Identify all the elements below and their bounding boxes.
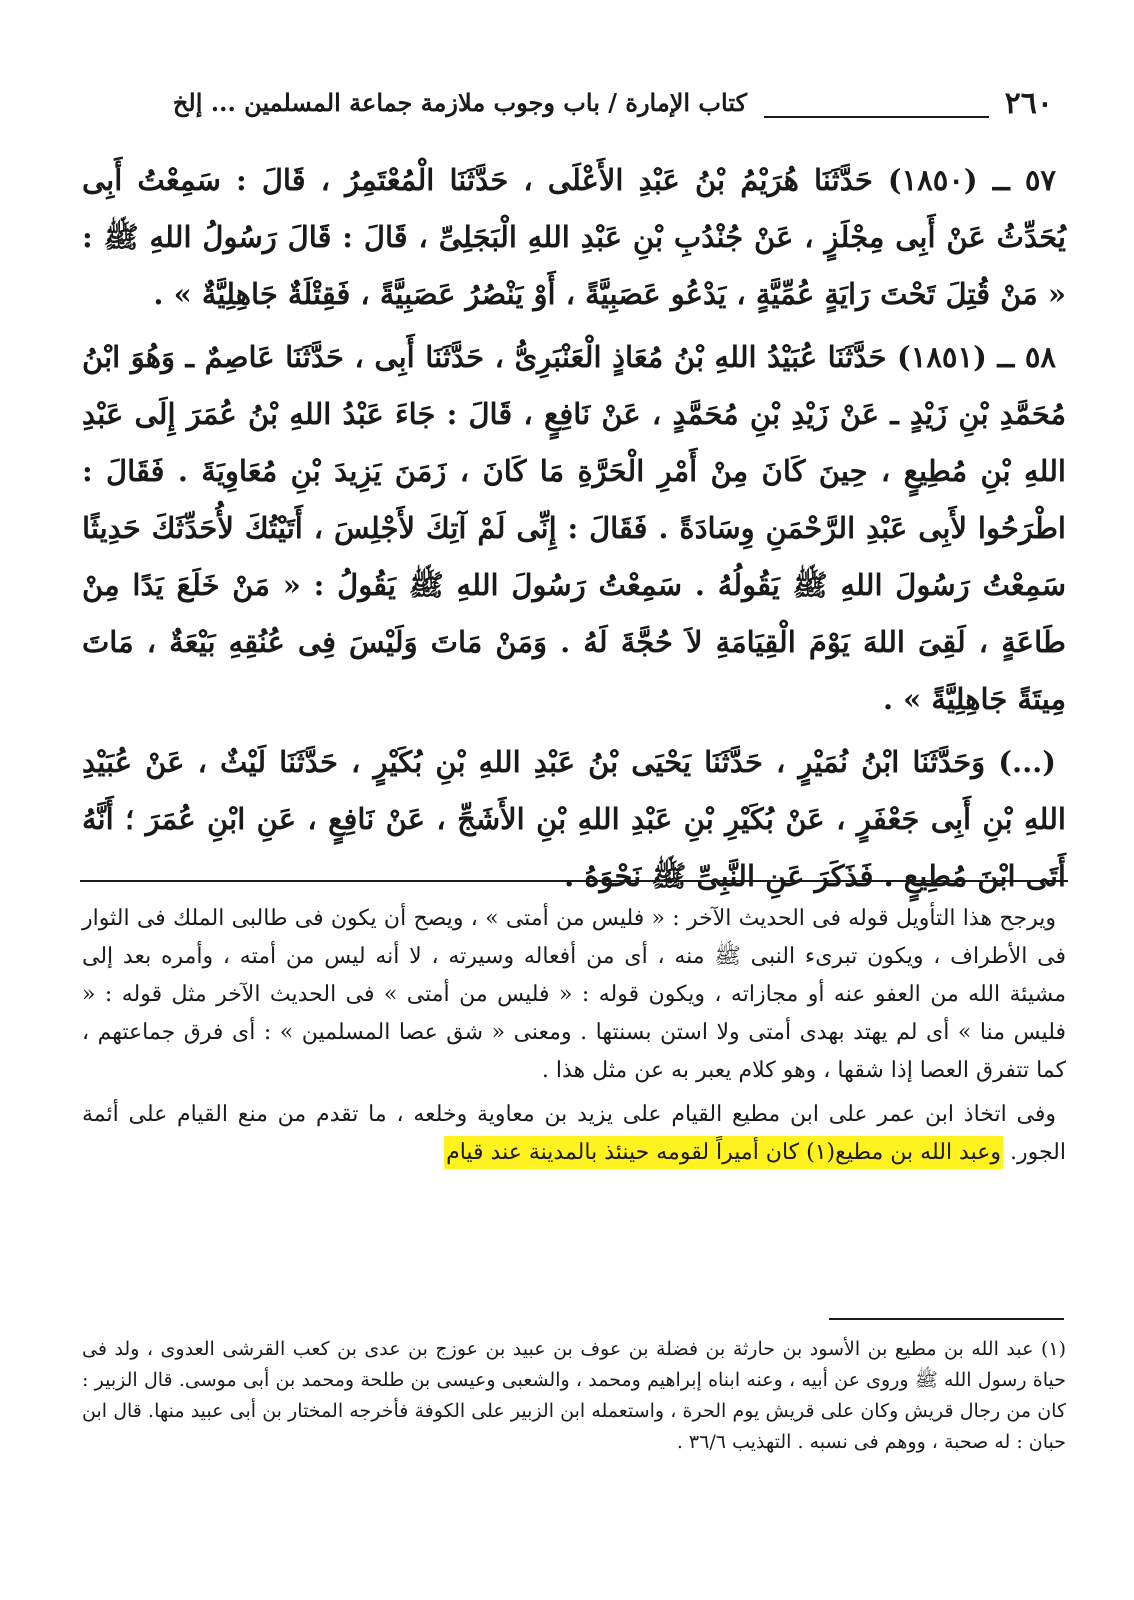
commentary-separator	[80, 880, 1068, 882]
commentary-paragraph-2-text: وفى اتخاذ ابن عمر على ابن مطيع القيام على يزيد بن معاوية وخلعه ، ما تقدم من منع القيام على أئمة الجور.	[82, 1102, 1066, 1165]
footnote-1: (١) عبد الله بن مطيع بن الأسود بن حارثة بن فضلة بن عوف بن عبيد بن عوزج بن عدى بن كعب القرشى العدوى ، ولد فى حياة رسول الله ﷺ وروى عن أبيه ، وعنه ابناه إبراهيم ومحمد ، والشعبى وعيسى بن طلحة ومحمد بن أبى موسى. قال الزبير : كان من رجال قريش وكان على قريش يوم الحرة ، واستعمله ابن الزبير على الكوفة فأخرجه المختار بن أبى عبيد منها. قال ابن حبان : له صحبة ، ووهم فى نسبه . التهذيب ٣٦/٦ .	[82, 1338, 1066, 1453]
footnotes	[82, 1334, 1066, 1458]
hadith-58: ٥٨ ــ (١٨٥١) حَدَّثَنَا عُبَيْدُ اللهِ بْنُ مُعَاذٍ الْعَنْبَرِىُّ ، حَدَّثَنَا أَبِى ، حَدَّثَنَا عَاصِمٌ ـ وَهُوَ ابْنُ مُحَمَّدِ بْنِ زَيْدٍ ـ عَنْ زَيْدِ بْنِ مُحَمَّدٍ ، عَنْ نَافِعٍ ، قَالَ : جَاءَ عَبْدُ اللهِ بْنُ عُمَرَ إِلَى عَبْدِ اللهِ بْنِ مُطِيعٍ ، حِينَ كَانَ مِنْ أَمْرِ الْحَرَّةِ مَا كَانَ ، زَمَنَ يَزِيدَ بْنِ مُعَاوِيَةَ . فَقَالَ : اطْرَحُوا لأَبِى عَبْدِ الرَّحْمَنِ وِسَادَةً . فَقَالَ : إِنِّى لَمْ آتِكَ لأَجْلِسَ ، أَتَيْتُكَ لأُحَدِّثَكَ حَدِيثًا سَمِعْتُ رَسُولَ اللهِ ﷺ يَقُولُهُ . سَمِعْتُ رَسُولَ اللهِ ﷺ يَقُولُ : « مَنْ خَلَعَ يَدًا مِنْ طَاعَةٍ ، لَقِىَ اللهَ يَوْمَ الْقِيَامَةِ لاَ حُجَّةَ لَهُ . وَمَنْ مَاتَ وَلَيْسَ فِى عُنُقِهِ بَيْعَةٌ ، مَاتَ مِيتَةً جَاهِلِيَّةً » .	[82, 340, 1066, 716]
running-title: كتاب الإمارة / باب وجوب ملازمة جماعة المسلمين ... إلخ	[172, 88, 747, 117]
hadith-text	[82, 152, 1066, 911]
page-header	[85, 86, 1065, 126]
header-rule	[764, 116, 989, 118]
commentary-paragraph-1: ويرجح هذا التأويل قوله فى الحديث الآخر : « فليس من أمتى » ، ويصح أن يكون فى طالبى الملك فى الثوار فى الأطراف ، ويكون تبرىء النبى ﷺ منه ، أى من أفعاله وسيرته ، لا أنه ليس من أمته ، وأمره بعد إلى مشيئة الله من العفو عنه أو مجازاته ، ويكون قوله : « فليس من أمتى » فى الحديث الآخر مثل قوله : « فليس منا » أى لم يهتد بهدى أمتى ولا استن بسنتها . ومعنى « شق عصا المسلمين » : أى فرق جماعتهم ، كما تتفرق العصا إذا شقها ، وهو كلام يعبر به عن مثل هذا .	[82, 906, 1066, 1083]
page-number: ٢٦٠	[1004, 86, 1053, 121]
highlighted-text: وعبد الله بن مطيع(١) كان أميراً لقومه حينئذ بالمدينة عند قيام	[444, 1136, 1003, 1169]
footnote-separator	[829, 1318, 1064, 1320]
commentary-paragraph-2	[82, 1096, 1066, 1172]
hadith-57: ٥٧ ــ (١٨٥٠) حَدَّثَنَا هُرَيْمُ بْنُ عَبْدِ الأَعْلَى ، حَدَّثَنَا الْمُعْتَمِرُ ، قَالَ : سَمِعْتُ أَبِى يُحَدِّثُ عَنْ أَبِى مِجْلَزٍ ، عَنْ جُنْدُبِ بْنِ عَبْدِ اللهِ الْبَجَلِىِّ ، قَالَ : قَالَ رَسُولُ اللهِ ﷺ : « مَنْ قُتِلَ تَحْتَ رَايَةٍ عُمِّيَّةٍ ، يَدْعُو عَصَبِيَّةً ، أَوْ يَنْصُرُ عَصَبِيَّةً ، فَقِتْلَةٌ جَاهِلِيَّةٌ » .	[82, 163, 1066, 311]
commentary	[82, 900, 1066, 1178]
hadith-58-variant: (...) وَحَدَّثَنَا ابْنُ نُمَيْرٍ ، حَدَّثَنَا يَحْيَى بْنُ عَبْدِ اللهِ بْنِ بُكَيْرٍ ، حَدَّثَنَا لَيْثٌ ، عَنْ عُبَيْدِ اللهِ بْنِ أَبِى جَعْفَرٍ ، عَنْ بُكَيْرِ بْنِ عَبْدِ اللهِ بْنِ الأَشَجِّ ، عَنْ نَافِعٍ ، عَنِ ابْنِ عُمَرَ ؛ أَنَّهُ أَتَى ابْنَ مُطِيعٍ . فَذَكَرَ عَنِ النَّبِىِّ ﷺ نَحْوَهُ .	[82, 745, 1066, 893]
